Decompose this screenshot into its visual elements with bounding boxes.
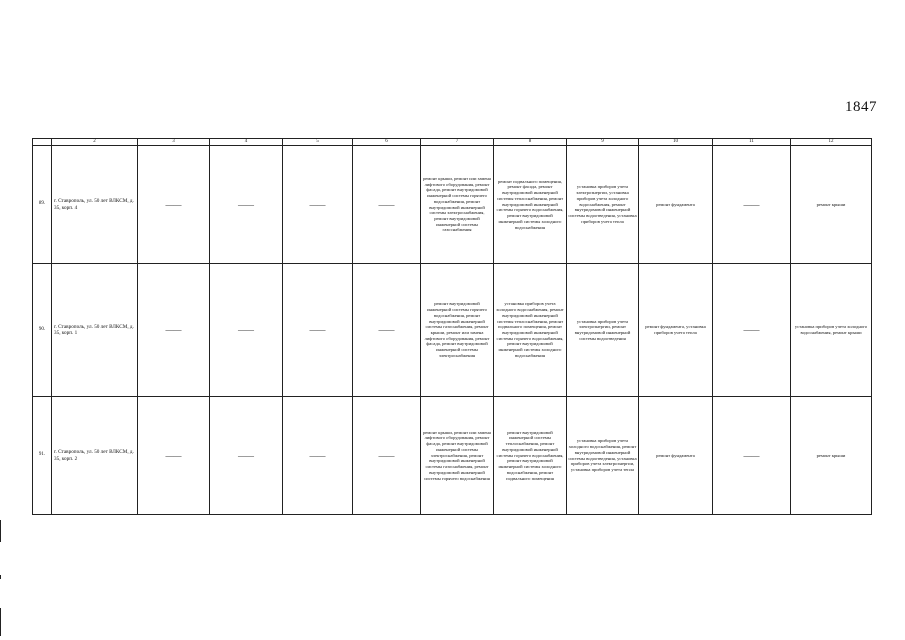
work-list-cell: ремонт крыши bbox=[791, 397, 872, 515]
repair-schedule-table bbox=[32, 138, 872, 515]
work-list-cell: установка приборов учета электроэнергии, установка приборов учета холодного водоснабжения, ремонт внутридомовой инженерной системы водоотведения, установка приборов учета тепла bbox=[567, 146, 639, 264]
column-header: 5 bbox=[283, 139, 353, 146]
row-number: 90. bbox=[33, 264, 52, 397]
column-number-row bbox=[33, 139, 872, 146]
address-cell: г. Ставрополь, ул. 50 лет ВЛКСМ, д. 35, корп. 4 bbox=[52, 146, 138, 264]
table-row bbox=[33, 397, 872, 515]
empty-cell: —— bbox=[283, 397, 353, 515]
empty-cell: —— bbox=[713, 146, 791, 264]
empty-cell: —— bbox=[283, 146, 353, 264]
work-list-cell: ремонт крыши, ремонт или замена лифтового оборудования, ремонт фасада, ремонт внутридомовой инженерной системы горячего водоснабжения, ремонт внутридомовой инженерной системы электроснабжения, ремонт внутридомовой инженерной системы газоснабжения bbox=[421, 146, 494, 264]
empty-cell: —— bbox=[713, 264, 791, 397]
column-header: 12 bbox=[791, 139, 872, 146]
row-number: 89. bbox=[33, 146, 52, 264]
page-number: 1847 bbox=[845, 99, 877, 115]
column-header: 4 bbox=[210, 139, 283, 146]
empty-cell: —— bbox=[353, 264, 421, 397]
work-list-cell: ремонт подвального помещения, ремонт фасада, ремонт внутридомовой инженерной системы теплоснабжения, ремонт внутридомовой инженерной системы горячего водоснабжения, ремонт внутридомовой инженерной системы холодного водоснабжения bbox=[494, 146, 567, 264]
empty-cell: —— bbox=[138, 146, 210, 264]
work-list-cell: ремонт фундамента bbox=[639, 397, 713, 515]
work-list-cell: ремонт крыши bbox=[791, 146, 872, 264]
work-list-cell: установка приборов учета холодного водоснабжения, ремонт внутридомовой инженерной системы теплоснабжения, ремонт подвального помещения, ремонт внутридомовой инженерной системы горячего водоснабжения, ремонт внутридомовой инженерной системы холодного водоснабжения bbox=[494, 264, 567, 397]
column-header: 10 bbox=[639, 139, 713, 146]
column-header: 2 bbox=[52, 139, 138, 146]
work-list-cell: установка приборов учета холодного водоснабжения, ремонт крыши bbox=[791, 264, 872, 397]
empty-cell: —— bbox=[353, 146, 421, 264]
work-list-cell: ремонт крыши, ремонт или замена лифтового оборудования, ремонт фасада, ремонт внутридомовой инженерной системы электроснабжения, ремонт внутридомовой инженерной системы газоснабжения, ремонт внутридомовой инженерной системы горячего водоснабжения bbox=[421, 397, 494, 515]
empty-cell: —— bbox=[138, 397, 210, 515]
empty-cell: —— bbox=[283, 264, 353, 397]
address-cell: г. Ставрополь, ул. 50 лет ВЛКСМ, д. 35, корп. 1 bbox=[52, 264, 138, 397]
scan-edge-mark bbox=[0, 608, 1, 636]
address-cell: г. Ставрополь, ул. 50 лет ВЛКСМ, д. 35, корп. 2 bbox=[52, 397, 138, 515]
column-header: 8 bbox=[494, 139, 567, 146]
column-header: 3 bbox=[138, 139, 210, 146]
empty-cell: —— bbox=[210, 146, 283, 264]
row-number: 91. bbox=[33, 397, 52, 515]
table-row bbox=[33, 264, 872, 397]
table-row bbox=[33, 146, 872, 264]
work-list-cell: ремонт фундамента, установка приборов учета тепла bbox=[639, 264, 713, 397]
scan-edge-mark bbox=[0, 575, 1, 579]
empty-cell: —— bbox=[138, 264, 210, 397]
work-list-cell: ремонт фундамента bbox=[639, 146, 713, 264]
scan-edge-mark bbox=[0, 520, 1, 542]
empty-cell: —— bbox=[713, 397, 791, 515]
work-list-cell: установка приборов учета холодного водоснабжения, ремонт внутридомовой инженерной системы водоотведения, установка приборов учета электроэнергии, установка приборов учета тепла bbox=[567, 397, 639, 515]
work-list-cell: ремонт внутридомовой инженерной системы теплоснабжения, ремонт внутридомовой инженерной системы горячего водоснабжения, ремонт внутридомовой инженерной системы холодного водоснабжения, ремонт подвального помещения bbox=[494, 397, 567, 515]
column-header bbox=[33, 139, 52, 146]
empty-cell: —— bbox=[210, 397, 283, 515]
work-list-cell: установка приборов учета электроэнергии, ремонт внутридомовой инженерной системы водоотведения bbox=[567, 264, 639, 397]
column-header: 7 bbox=[421, 139, 494, 146]
column-header: 9 bbox=[567, 139, 639, 146]
work-list-cell: ремонт внутридомовой инженерной системы горячего водоснабжения, ремонт внутридомовой инженерной системы газоснабжения, ремонт крыши, ремонт или замена лифтового оборудования, ремонт фасада, ремонт внутридомовой инженерной системы электроснабжения bbox=[421, 264, 494, 397]
empty-cell: —— bbox=[353, 397, 421, 515]
empty-cell: —— bbox=[210, 264, 283, 397]
column-header: 6 bbox=[353, 139, 421, 146]
column-header: 11 bbox=[713, 139, 791, 146]
